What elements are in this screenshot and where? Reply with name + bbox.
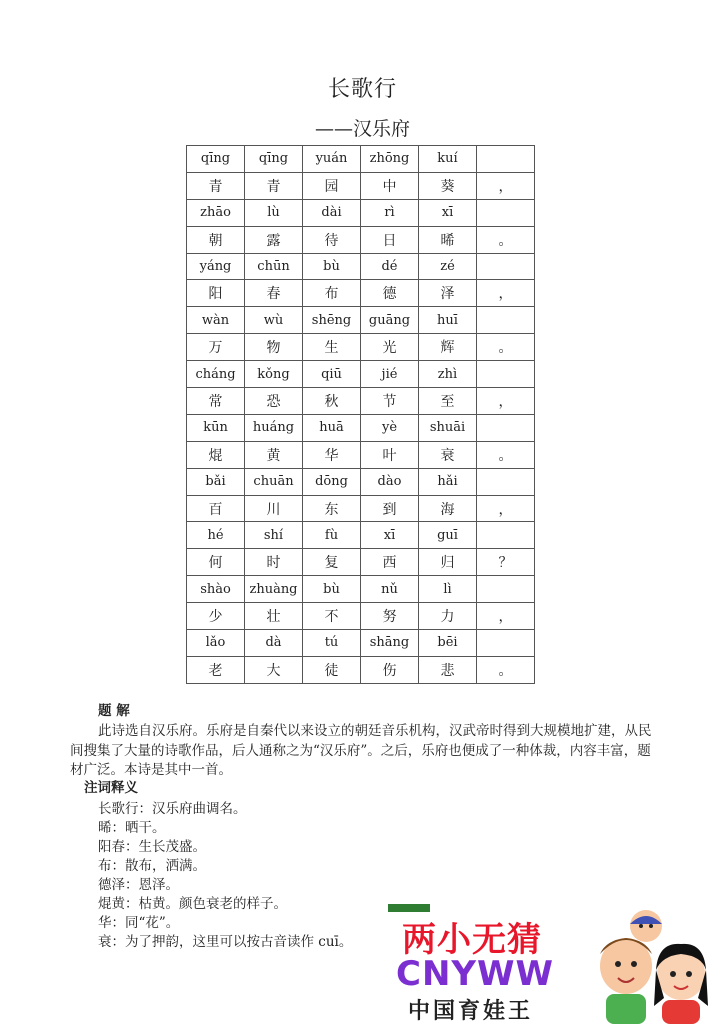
pinyin-cell: guī: [419, 522, 477, 549]
hanzi-row: [187, 495, 535, 522]
punctuation-cell: 。: [477, 226, 535, 253]
pinyin-cell: bēi: [419, 630, 477, 657]
hanzi-cell: 时: [245, 549, 303, 576]
pinyin-row: [187, 468, 535, 495]
pinyin-row: [187, 522, 535, 549]
hanzi-cell: 力: [419, 603, 477, 630]
pinyin-cell: bù: [303, 576, 361, 603]
pinyin-cell: wàn: [187, 307, 245, 334]
hanzi-cell: 布: [303, 280, 361, 307]
hanzi-cell: 青: [187, 172, 245, 199]
poem-table: [186, 145, 535, 684]
pinyin-row: [187, 253, 535, 280]
hanzi-row: [187, 603, 535, 630]
hanzi-cell: 衰: [419, 441, 477, 468]
hanzi-row: [187, 441, 535, 468]
pinyin-cell: dào: [361, 468, 419, 495]
hanzi-cell: 努: [361, 603, 419, 630]
punctuation-cell: 。: [477, 334, 535, 361]
hanzi-cell: 川: [245, 495, 303, 522]
hanzi-cell: 黄: [245, 441, 303, 468]
punctuation-cell: ，: [477, 495, 535, 522]
poem-title: 长歌行: [327, 77, 397, 102]
pinyin-cell: chuān: [245, 468, 303, 495]
punctuation-cell: ，: [477, 280, 535, 307]
pinyin-cell: shēng: [303, 307, 361, 334]
pinyin-cell: jié: [361, 361, 419, 388]
hanzi-row: [187, 226, 535, 253]
pinyin-cell: dōng: [303, 468, 361, 495]
pinyin-cell: kuí: [419, 146, 477, 173]
hanzi-cell: 春: [245, 280, 303, 307]
pinyin-cell: bù: [303, 253, 361, 280]
hanzi-cell: 光: [361, 334, 419, 361]
pinyin-row: [187, 307, 535, 334]
badge-accent-bar: [388, 904, 430, 912]
pinyin-cell: shāng: [361, 630, 419, 657]
hanzi-cell: 不: [303, 603, 361, 630]
hanzi-row: [187, 656, 535, 683]
pinyin-cell: qīng: [245, 146, 303, 173]
pinyin-cell: [477, 307, 535, 334]
hanzi-cell: 老: [187, 656, 245, 683]
hanzi-cell: 常: [187, 388, 245, 415]
pinyin-cell: [477, 253, 535, 280]
hanzi-cell: 少: [187, 603, 245, 630]
pinyin-cell: xī: [419, 199, 477, 226]
hanzi-cell: 生: [303, 334, 361, 361]
hanzi-cell: 大: [245, 656, 303, 683]
note-item: 焜黄：枯黄。颜色衰老的样子。: [98, 896, 287, 912]
pinyin-cell: [477, 199, 535, 226]
pinyin-cell: fù: [303, 522, 361, 549]
pinyin-cell: qiū: [303, 361, 361, 388]
hanzi-cell: 东: [303, 495, 361, 522]
pinyin-cell: zé: [419, 253, 477, 280]
hanzi-cell: 悲: [419, 656, 477, 683]
note-item: 阳春：生长茂盛。: [98, 839, 206, 855]
intro-heading: 题 解: [98, 703, 130, 719]
hanzi-cell: 秋: [303, 388, 361, 415]
pinyin-row: [187, 576, 535, 603]
pinyin-cell: yè: [361, 414, 419, 441]
pinyin-cell: [477, 361, 535, 388]
hanzi-cell: 园: [303, 172, 361, 199]
pinyin-cell: nǔ: [361, 576, 419, 603]
pinyin-cell: zhì: [419, 361, 477, 388]
note-item: 晞：晒干。: [98, 820, 166, 836]
pinyin-row: [187, 146, 535, 173]
hanzi-row: [187, 388, 535, 415]
badge-line-1: 两小无猜: [402, 920, 542, 960]
pinyin-row: [187, 414, 535, 441]
hanzi-cell: 德: [361, 280, 419, 307]
hanzi-cell: 泽: [419, 280, 477, 307]
hanzi-cell: 徒: [303, 656, 361, 683]
badge-line-2: CNYWW: [396, 954, 555, 994]
note-item: 德泽：恩泽。: [98, 877, 179, 893]
hanzi-cell: 到: [361, 495, 419, 522]
hanzi-cell: 恐: [245, 388, 303, 415]
pinyin-cell: zhāo: [187, 199, 245, 226]
hanzi-cell: 复: [303, 549, 361, 576]
intro-paragraph: 此诗选自汉乐府。乐府是自秦代以来设立的朝廷音乐机构，汉武帝时得到大规模地扩建，从民间搜集了大量的诗歌作品，后人通称之为“汉乐府”。之后，乐府也便成了一种体裁，内容丰富，题材广泛。本诗是其中一首。: [70, 723, 652, 778]
hanzi-cell: 辉: [419, 334, 477, 361]
hanzi-cell: 华: [303, 441, 361, 468]
hanzi-row: [187, 280, 535, 307]
pinyin-cell: lù: [245, 199, 303, 226]
pinyin-cell: zhuàng: [245, 576, 303, 603]
hanzi-cell: 中: [361, 172, 419, 199]
pinyin-cell: huī: [419, 307, 477, 334]
poem-author: ——汉乐府: [314, 118, 410, 140]
pinyin-cell: zhōng: [361, 146, 419, 173]
pinyin-cell: [477, 576, 535, 603]
hanzi-cell: 万: [187, 334, 245, 361]
hanzi-cell: 朝: [187, 226, 245, 253]
hanzi-cell: 青: [245, 172, 303, 199]
pinyin-cell: guāng: [361, 307, 419, 334]
pinyin-cell: lì: [419, 576, 477, 603]
pinyin-cell: huáng: [245, 414, 303, 441]
note-item: 布：散布，洒满。: [98, 858, 206, 874]
pinyin-cell: shí: [245, 522, 303, 549]
hanzi-cell: 百: [187, 495, 245, 522]
pinyin-cell: qīng: [187, 146, 245, 173]
hanzi-row: [187, 172, 535, 199]
note-item: 华：同“花”。: [98, 915, 180, 931]
hanzi-cell: 何: [187, 549, 245, 576]
hanzi-cell: 节: [361, 388, 419, 415]
pinyin-cell: kǒng: [245, 361, 303, 388]
hanzi-cell: 葵: [419, 172, 477, 199]
pinyin-cell: lǎo: [187, 630, 245, 657]
hanzi-cell: 伤: [361, 656, 419, 683]
hanzi-cell: 待: [303, 226, 361, 253]
pinyin-cell: wù: [245, 307, 303, 334]
pinyin-cell: rì: [361, 199, 419, 226]
pinyin-cell: [477, 146, 535, 173]
punctuation-cell: ，: [477, 172, 535, 199]
pinyin-cell: dà: [245, 630, 303, 657]
note-item: 衰：为了押韵，这里可以按古音读作 cuī。: [98, 934, 353, 950]
hanzi-row: [187, 334, 535, 361]
pinyin-cell: chūn: [245, 253, 303, 280]
pinyin-cell: huā: [303, 414, 361, 441]
hanzi-cell: 日: [361, 226, 419, 253]
hanzi-cell: 海: [419, 495, 477, 522]
pinyin-cell: bǎi: [187, 468, 245, 495]
pinyin-cell: kūn: [187, 414, 245, 441]
hanzi-cell: 至: [419, 388, 477, 415]
pinyin-row: [187, 630, 535, 657]
pinyin-cell: hé: [187, 522, 245, 549]
hanzi-cell: 叶: [361, 441, 419, 468]
pinyin-cell: [477, 522, 535, 549]
brand-watermark: [388, 904, 718, 1024]
pinyin-cell: cháng: [187, 361, 245, 388]
hanzi-cell: 焜: [187, 441, 245, 468]
pinyin-row: [187, 361, 535, 388]
hanzi-cell: 阳: [187, 280, 245, 307]
hanzi-cell: 物: [245, 334, 303, 361]
pinyin-row: [187, 199, 535, 226]
note-item: 长歌行：汉乐府曲调名。: [98, 801, 247, 817]
pinyin-cell: dé: [361, 253, 419, 280]
hanzi-cell: 露: [245, 226, 303, 253]
punctuation-cell: ，: [477, 603, 535, 630]
pinyin-cell: shào: [187, 576, 245, 603]
notes-heading: 注词释义: [84, 780, 138, 796]
hanzi-row: [187, 549, 535, 576]
badge-line-3: 中国育娃王: [408, 999, 534, 1024]
pinyin-cell: [477, 630, 535, 657]
pinyin-cell: dài: [303, 199, 361, 226]
punctuation-cell: 。: [477, 441, 535, 468]
pinyin-cell: yáng: [187, 253, 245, 280]
pinyin-cell: [477, 414, 535, 441]
pinyin-cell: [477, 468, 535, 495]
pinyin-cell: hǎi: [419, 468, 477, 495]
pinyin-cell: shuāi: [419, 414, 477, 441]
punctuation-cell: 。: [477, 656, 535, 683]
hanzi-cell: 西: [361, 549, 419, 576]
hanzi-cell: 晞: [419, 226, 477, 253]
pinyin-cell: tú: [303, 630, 361, 657]
hanzi-cell: 归: [419, 549, 477, 576]
pinyin-cell: yuán: [303, 146, 361, 173]
pinyin-cell: xī: [361, 522, 419, 549]
hanzi-cell: 壮: [245, 603, 303, 630]
cartoon-kids-illustration: [576, 906, 716, 1024]
punctuation-cell: ？: [477, 549, 535, 576]
punctuation-cell: ，: [477, 388, 535, 415]
